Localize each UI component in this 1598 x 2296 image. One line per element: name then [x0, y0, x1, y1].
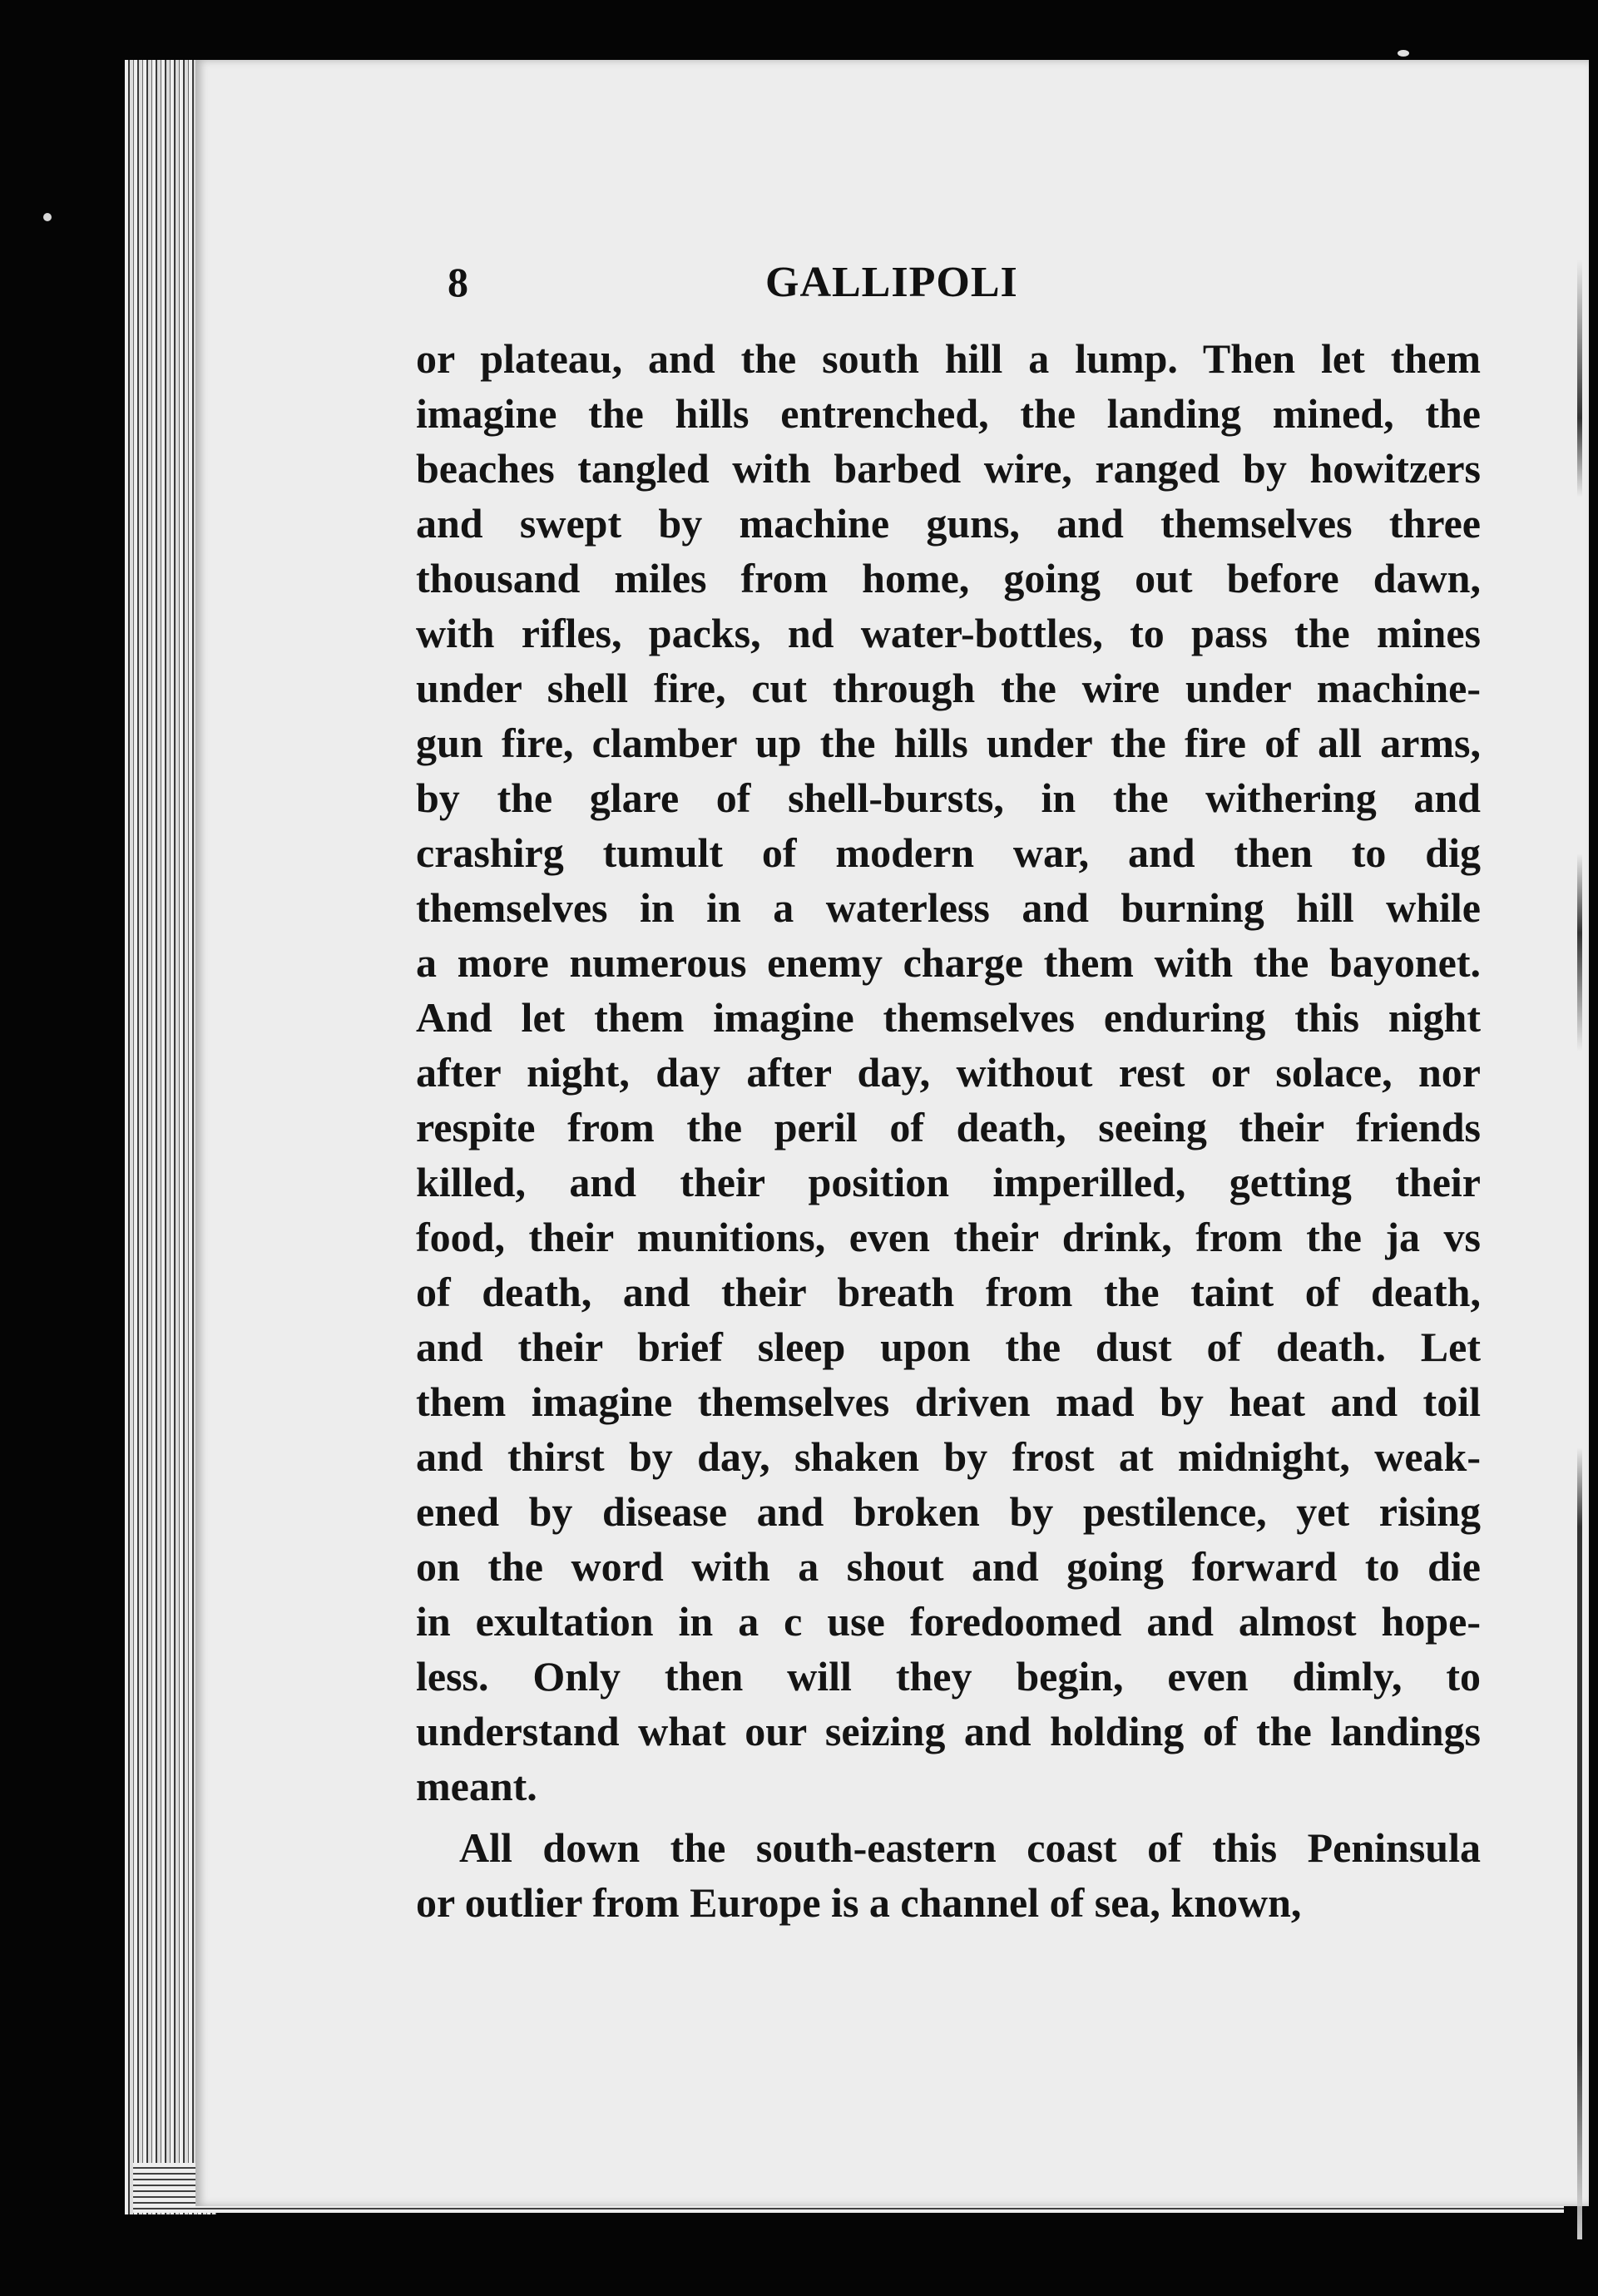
text-line: them imagine themselves driven mad by heat and toil	[416, 1378, 1481, 1425]
text-line: less. Only then will they begin, even dimly, to	[416, 1653, 1481, 1700]
text-line: of death, and their breath from the taint of death,	[416, 1269, 1481, 1315]
text-line: with rifles, packs, nd water-bottles, to pass the mines	[416, 610, 1481, 656]
text-line: imagine the hills entrenched, the landing mined, the	[416, 390, 1481, 437]
page-number: 8	[448, 259, 468, 305]
text-line: ened by disease and broken by pestilence, yet rising	[416, 1488, 1481, 1535]
paragraph-2	[416, 1820, 1481, 1930]
text-line: a more numerous enemy charge them with the bayonet.	[416, 939, 1481, 986]
text-line: understand what our seizing and holding of the landings	[416, 1708, 1481, 1754]
text-line: meant.	[416, 1763, 537, 1809]
text-line: And let them imagine themselves enduring this night	[416, 994, 1481, 1041]
text-line: by the glare of shell-bursts, in the withering and	[416, 774, 1481, 821]
text-line: All down the south-eastern coast of this Peninsula	[459, 1824, 1481, 1871]
paragraph-1	[416, 331, 1481, 1814]
text-line: beaches tangled with barbed wire, ranged by howitzers	[416, 445, 1481, 492]
page-header	[250, 241, 1090, 306]
text-line: or outlier from Europe is a channel of sea, known,	[416, 1879, 1302, 1926]
text-line: in exultation in a c use foredoomed and almost hope-	[416, 1598, 1481, 1645]
text-line: after night, day after day, without rest or solace, nor	[416, 1049, 1481, 1096]
text-line: or plateau, and the south hill a lump. Then let them	[416, 335, 1481, 382]
text-line: crashirg tumult of modern war, and then to dig	[416, 829, 1481, 876]
text-line: on the word with a shout and going forward to die	[416, 1543, 1481, 1590]
text-line: respite from the peril of death, seeing their friends	[416, 1104, 1481, 1150]
text-line: food, their munitions, even their drink, from the ja vs	[416, 1214, 1481, 1260]
text-line: themselves in in a waterless and burning hill while	[416, 884, 1481, 931]
text-line: killed, and their position imperilled, getting their	[416, 1159, 1481, 1205]
text-line: and swept by machine guns, and themselves three	[416, 500, 1481, 547]
text-line: and thirst by day, shaken by frost at midnight, weak-	[416, 1433, 1481, 1480]
body-text	[416, 331, 1481, 1930]
scan-dust-speck	[43, 213, 52, 221]
text-line: and their brief sleep upon the dust of death. Let	[416, 1324, 1481, 1370]
right-margin-shadow	[1577, 260, 1582, 2239]
text-line: under shell fire, cut through the wire under machine-	[416, 665, 1481, 711]
scan-dust-speck	[1398, 50, 1409, 57]
text-line: gun fire, clamber up the hills under the fire of all arms,	[416, 720, 1481, 766]
text-line: thousand miles from home, going out before dawn,	[416, 555, 1481, 601]
running-title: GALLIPOLI	[765, 259, 1018, 306]
